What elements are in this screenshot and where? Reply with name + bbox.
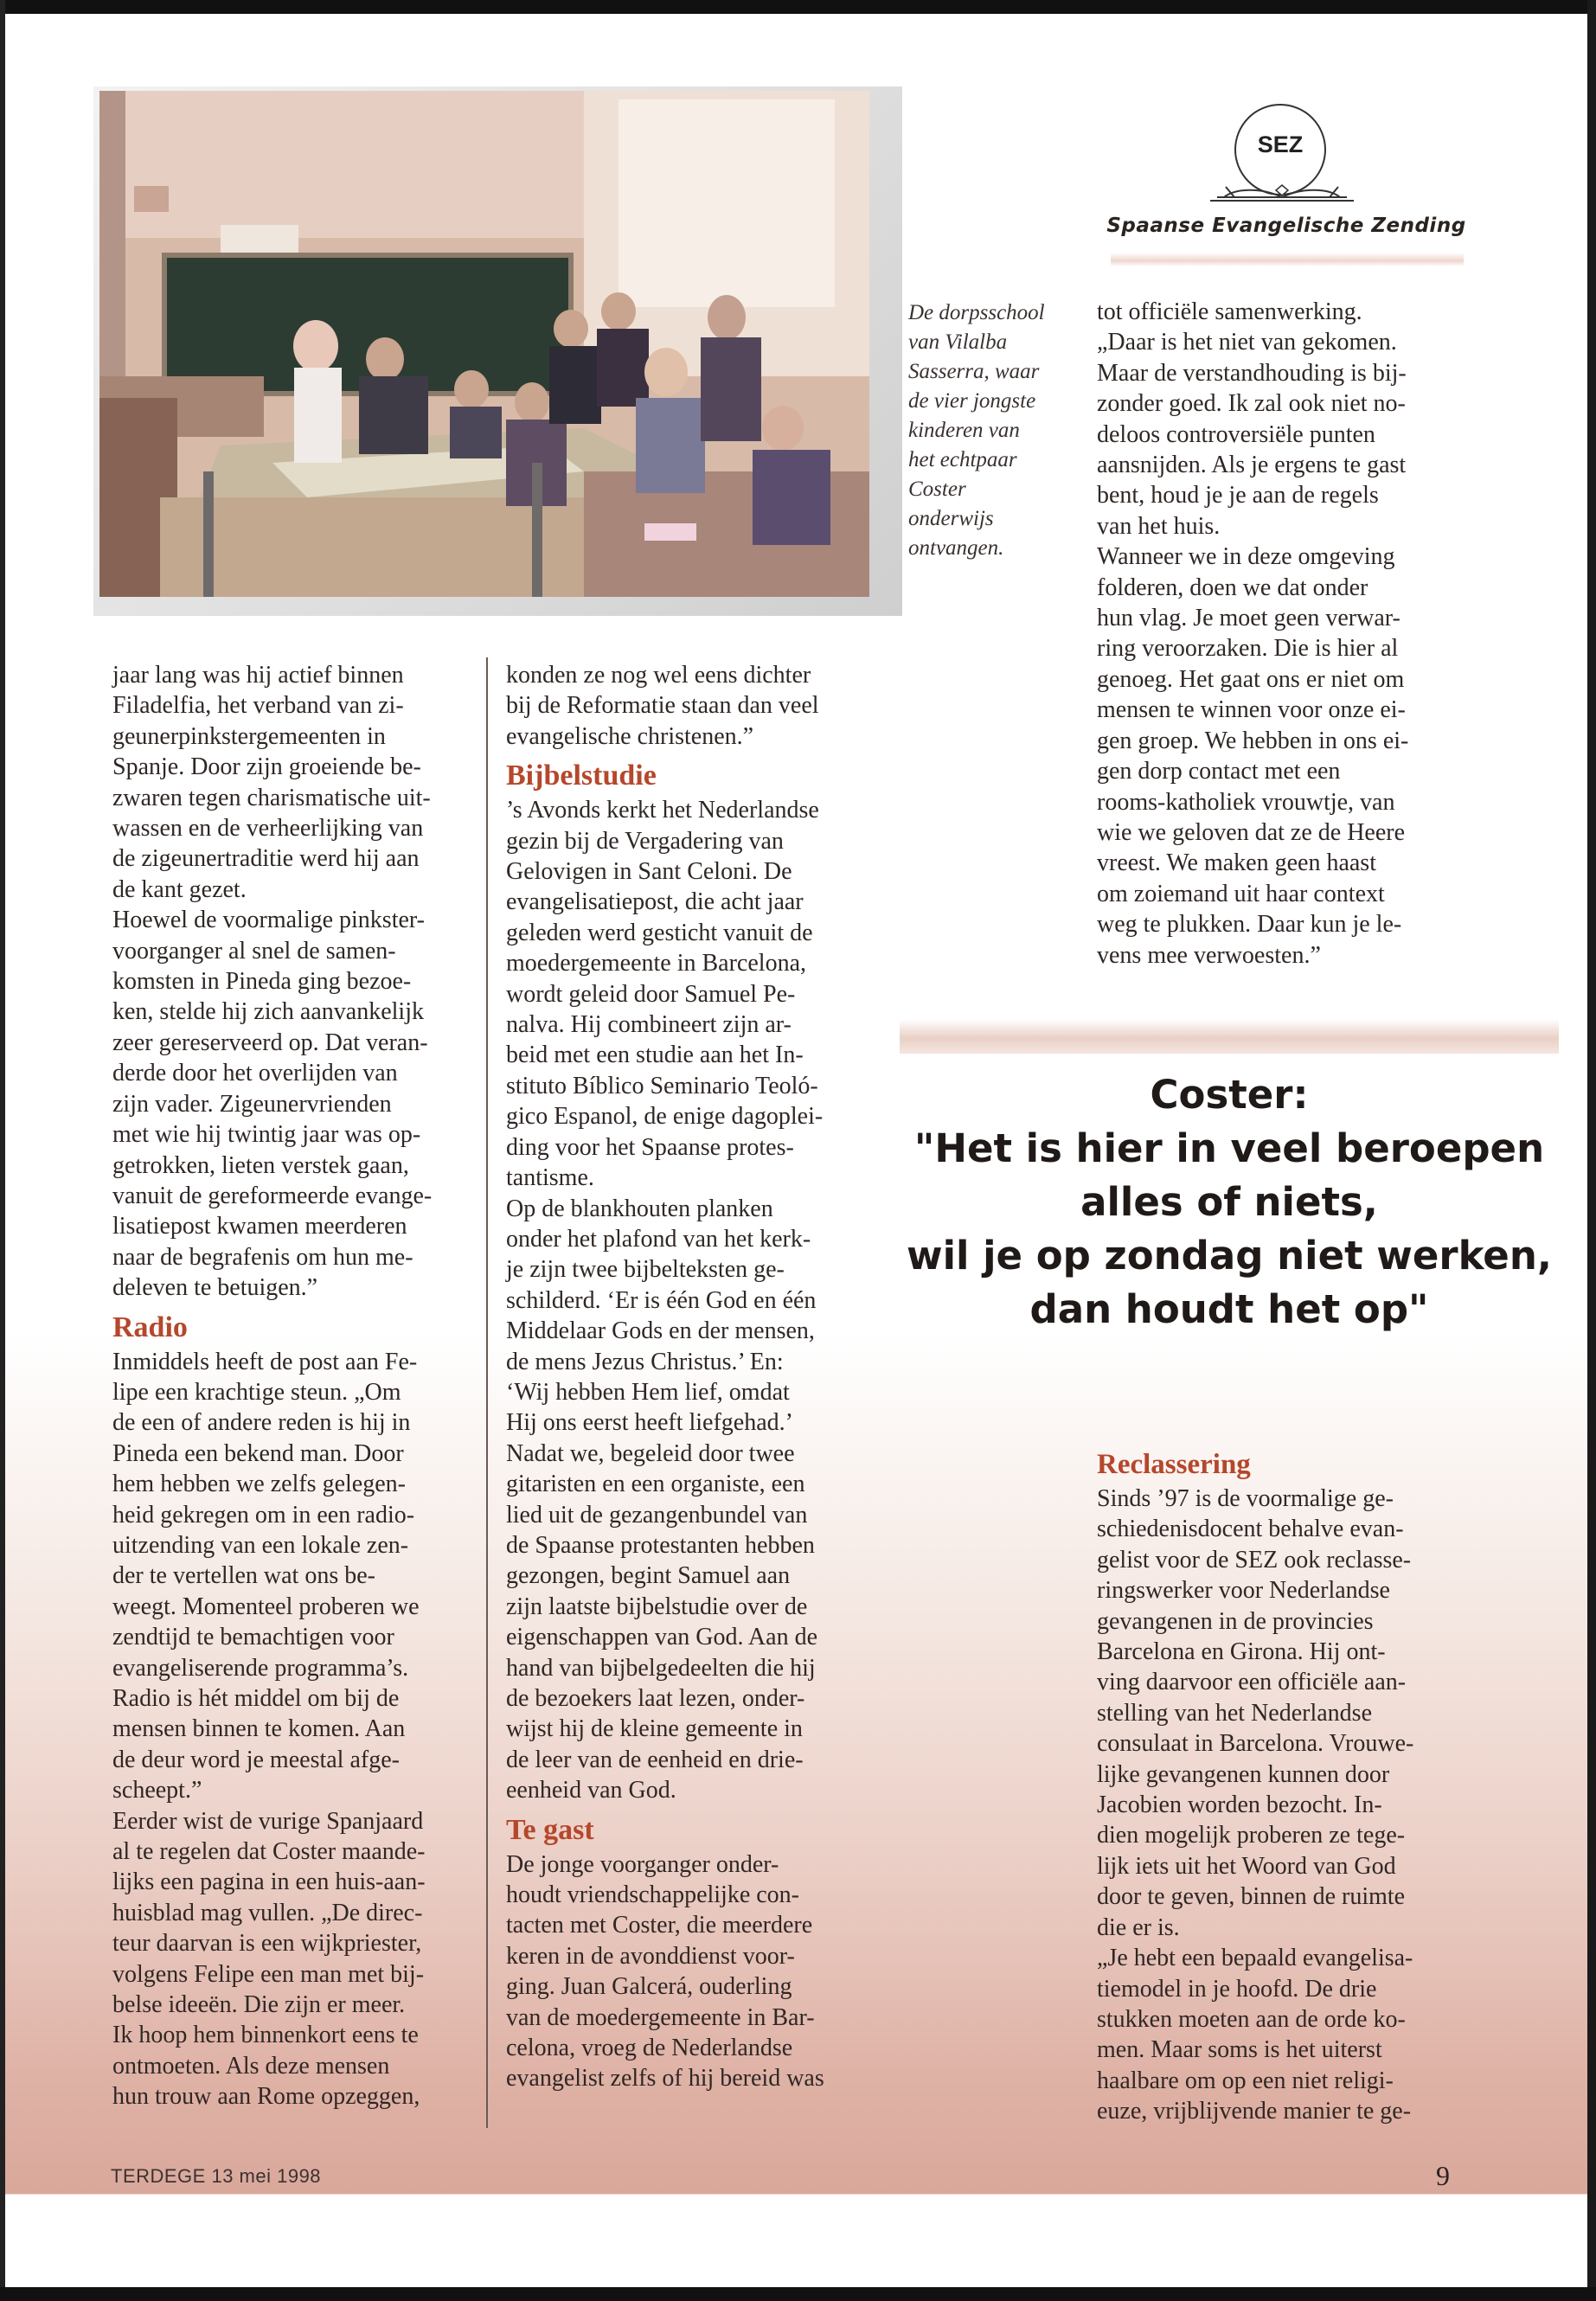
text-line: Jacobien worden bezocht. In-: [1097, 1791, 1382, 1819]
column-b: [506, 660, 878, 2094]
text-line: voorganger al snel de samen-: [112, 937, 396, 965]
scan-border-right: [1587, 0, 1596, 2301]
publication-footer: TERDEGE 13 mei 1998: [111, 2165, 322, 2187]
scan-border-top: [0, 0, 1596, 14]
text-line: Sinds ’97 is de voormalige ge-: [1097, 1485, 1394, 1512]
pullquote-line: alles of niets,: [1080, 1179, 1378, 1225]
text-line: lisatiepost kwamen meerderen: [112, 1213, 407, 1240]
section-heading-reclassering: Reclassering: [1097, 1449, 1251, 1480]
text-line: ring veroorzaken. Die is hier al: [1097, 635, 1399, 663]
text-line: deleven te betuigen.”: [112, 1274, 318, 1302]
text-line: Nadat we, begeleid door twee: [506, 1439, 795, 1467]
text-line: Op de blankhouten planken: [506, 1195, 773, 1222]
text-line: scheept.”: [112, 1777, 202, 1804]
text-line: ving daarvoor een officiële aan-: [1097, 1669, 1407, 1696]
text-line: de leer van de eenheid en drie-: [506, 1746, 804, 1773]
text-line: genoeg. Het gaat ons er niet om: [1097, 665, 1405, 693]
text-line: lipe een krachtige steun. „Om: [112, 1378, 401, 1406]
text-line: De jonge voorganger onder-: [506, 1850, 779, 1878]
text-line: zeer gereserveerd op. Dat veran-: [112, 1029, 428, 1056]
text-line: wordt geleid door Samuel Pe-: [506, 980, 796, 1008]
text-line: wie we geloven dat ze de Heere: [1097, 818, 1406, 846]
text-line: hun trouw aan Rome opzeggen,: [112, 2083, 420, 2111]
text-line: naar de begrafenis om hun me-: [112, 1243, 413, 1271]
pullquote-bar: [900, 1019, 1559, 1054]
section-heading-radio: Radio: [112, 1311, 188, 1343]
column-divider: [486, 657, 488, 2128]
text-line: „Je hebt een bepaald evangelisa-: [1097, 1945, 1413, 1972]
logo-rule: [1111, 253, 1464, 266]
caption-line: De dorpsschool: [908, 301, 1045, 324]
text-line: evangelist zelfs of hij bereid was: [506, 2065, 824, 2093]
text-line: ken, stelde hij zich aanvankelijk: [112, 998, 424, 1026]
text-line: hun vlag. Je moet geen verwar-: [1097, 605, 1401, 632]
text-line: dien mogelijk proberen ze tege-: [1097, 1822, 1406, 1849]
text-line: bij de Reformatie staan dan veel: [506, 692, 819, 720]
text-line: konden ze nog wel eens dichter: [506, 662, 811, 689]
text-line: zwaren tegen charismatische uit-: [112, 784, 431, 811]
text-line: hand van bijbelgedeelten die hij: [506, 1654, 816, 1682]
scan-border-left: [0, 0, 5, 2301]
text-line: Eerder wist de vurige Spanjaard: [112, 1807, 424, 1835]
classroom-photo: [99, 91, 869, 597]
text-line: „Daar is het niet van gekomen.: [1097, 329, 1397, 356]
text-line: Filadelfia, het verband van zi-: [112, 692, 404, 720]
paragraph: [506, 1849, 878, 2094]
text-line: heid gekregen om in een radio-: [112, 1501, 415, 1529]
text-line: tacten met Coster, die meerdere: [506, 1912, 813, 1939]
text-line: Middelaar Gods en der mensen,: [506, 1317, 815, 1345]
text-line: lijks een pagina in een huis-aan-: [112, 1868, 426, 1896]
text-line: de zigeunertraditie werd hij aan: [112, 845, 420, 873]
text-line: belse ideeën. Die zijn er meer.: [112, 1991, 406, 2019]
text-line: gen groep. We hebben in ons ei-: [1097, 727, 1409, 754]
text-line: volgens Felipe een man met bij-: [112, 1960, 425, 1988]
text-line: Gelovigen in Sant Celoni. De: [506, 858, 792, 886]
column-d: [1097, 1440, 1469, 2127]
text-line: huisblad mag vullen. „De direc-: [112, 1899, 423, 1926]
text-line: hem hebben we zelfs gelegen-: [112, 1471, 406, 1498]
text-line: van het huis.: [1097, 512, 1221, 540]
text-line: de een of andere reden is hij in: [112, 1409, 411, 1437]
text-line: consulaat in Barcelona. Vrouwe-: [1097, 1730, 1414, 1758]
text-line: schilderd. ‘Er is één God en één: [506, 1286, 817, 1314]
text-line: de bezoekers laat lezen, onder-: [506, 1685, 805, 1712]
text-line: mensen te winnen voor onze ei-: [1097, 696, 1406, 724]
text-line: wassen en de verheerlijking van: [112, 815, 424, 843]
text-line: van de moedergemeente in Bar-: [506, 2003, 815, 2031]
paragraph: [1097, 297, 1469, 542]
text-line: Maar de verstandhouding is bij-: [1097, 359, 1407, 387]
text-line: celona, vroeg de Nederlandse: [506, 2035, 793, 2062]
caption-line: het echtpaar: [908, 448, 1017, 471]
text-line: eigenschappen van God. Aan de: [506, 1624, 817, 1651]
text-line: weegt. Momenteel proberen we: [112, 1593, 420, 1620]
caption-line: Sasserra, waar: [908, 360, 1040, 383]
text-line: geleden werd gesticht vanuit de: [506, 919, 813, 946]
text-line: derde door het overlijden van: [112, 1060, 398, 1087]
text-line: beid met een studie aan het In-: [506, 1042, 804, 1069]
text-line: stituto Bíblico Seminario Teoló-: [506, 1072, 818, 1099]
page-number: 9: [1436, 2160, 1450, 2191]
text-line: uitzending van een lokale zen-: [112, 1531, 409, 1559]
paragraph: [1097, 542, 1469, 971]
pullquote-line: "Het is hier in veel beroepen: [913, 1125, 1545, 1171]
text-line: haalbare om op een niet religi-: [1097, 2067, 1394, 2094]
text-line: wijst hij de kleine gemeente in: [506, 1715, 803, 1743]
text-line: evangeliserende programma’s.: [112, 1654, 409, 1682]
text-line: zonder goed. Ik zal ook niet no-: [1097, 390, 1406, 418]
photo-caption: [908, 298, 1094, 563]
text-line: die er is.: [1097, 1913, 1180, 1941]
paragraph: [1097, 1943, 1469, 2126]
paragraph: [506, 795, 878, 1193]
text-line: de kant gezet.: [112, 875, 247, 903]
paragraph: [112, 660, 476, 905]
pullquote-line: Coster:: [1150, 1072, 1309, 1118]
text-line: zendtijd te bemachtigen voor: [112, 1624, 394, 1651]
open-book-icon: [1208, 163, 1356, 204]
text-line: euze, vrijblijvende manier te ge-: [1097, 2098, 1412, 2125]
text-line: lijke gevangenen kunnen door: [1097, 1760, 1390, 1788]
text-line: tot officiële samenwerking.: [1097, 298, 1362, 325]
text-line: gico Espanol, de enige dagoplei-: [506, 1103, 824, 1131]
text-line: schiedenisdocent behalve evan-: [1097, 1516, 1404, 1543]
paragraph: [112, 1806, 476, 2112]
paragraph: [112, 905, 476, 1303]
text-line: evangelische christenen.”: [506, 722, 754, 750]
text-line: weg te plukken. Daar kun je le-: [1097, 911, 1402, 939]
text-line: Hoewel de voormalige pinkster-: [112, 907, 425, 934]
text-line: jaar lang was hij actief binnen: [112, 662, 404, 689]
caption-line: van Vilalba: [908, 330, 1008, 354]
text-line: ringswerker voor Nederlandse: [1097, 1577, 1390, 1605]
text-line: vens mee verwoesten.”: [1097, 941, 1321, 969]
pull-quote: [900, 1068, 1559, 1336]
caption-line: de vier jongste: [908, 389, 1036, 413]
scan-border-bottom: [0, 2287, 1596, 2301]
text-line: rooms-katholiek vrouwtje, van: [1097, 788, 1395, 816]
logo-abbreviation: SEZ: [1257, 131, 1304, 157]
text-line: al te regelen dat Coster maande-: [112, 1838, 426, 1866]
text-line: nalva. Hij combineert zijn ar-: [506, 1011, 792, 1039]
sez-logo: [1092, 104, 1481, 285]
text-line: evangelisatiepost, die acht jaar: [506, 888, 804, 916]
text-line: teur daarvan is een wijkpriester,: [112, 1930, 422, 1958]
caption-line: ontvangen.: [908, 536, 1004, 560]
text-line: de deur word je meestal afge-: [112, 1746, 400, 1773]
text-line: tantisme.: [506, 1164, 594, 1192]
text-line: komsten in Pineda ging bezoe-: [112, 968, 412, 996]
text-line: met wie hij twintig jaar was op-: [112, 1121, 421, 1149]
paragraph: [1097, 1484, 1469, 1943]
text-line: Ik hoop hem binnenkort eens te: [112, 2022, 419, 2049]
text-line: der te vertellen wat ons be-: [112, 1562, 375, 1590]
text-line: getrokken, lieten verstek gaan,: [112, 1151, 409, 1179]
text-line: gezongen, begint Samuel aan: [506, 1562, 791, 1590]
paragraph: [112, 1347, 476, 1806]
column-a: [112, 660, 476, 2112]
text-line: aansnijden. Als je ergens te gast: [1097, 452, 1407, 479]
text-line: bent, houd je je aan de regels: [1097, 482, 1379, 510]
text-line: gitaristen en een organiste, een: [506, 1471, 805, 1498]
text-line: Wanneer we in deze omgeving: [1097, 543, 1395, 571]
text-line: houdt vriendschappelijke con-: [506, 1881, 800, 1909]
text-line: gelist voor de SEZ ook reclasse-: [1097, 1546, 1412, 1574]
text-line: vreest. We maken geen haast: [1097, 849, 1376, 877]
text-line: lied uit de gezangenbundel van: [506, 1501, 808, 1529]
text-line: mensen binnen te komen. Aan: [112, 1715, 406, 1743]
text-line: deloos controversiële punten: [1097, 420, 1375, 448]
text-line: Radio is hét middel om bij de: [112, 1685, 400, 1712]
text-line: zijn vader. Zigeunervrienden: [112, 1090, 392, 1118]
text-line: men. Maar soms is het uiterst: [1097, 2036, 1382, 2064]
text-line: tiemodel in je hoofd. De drie: [1097, 1975, 1377, 2003]
text-line: ‘Wij hebben Hem lief, omdat: [506, 1378, 790, 1406]
section-heading-bijbelstudie: Bijbelstudie: [506, 760, 657, 792]
text-line: folderen, doen we dat onder: [1097, 574, 1368, 601]
text-line: de Spaanse protestanten hebben: [506, 1531, 815, 1559]
paragraph: [506, 1194, 878, 1806]
text-line: gezin bij de Vergadering van: [506, 827, 784, 855]
logo-name: Spaanse Evangelische Zending: [1106, 215, 1466, 237]
text-line: ontmoeten. Als deze mensen: [112, 2052, 390, 2080]
text-line: vanuit de gereformeerde evange-: [112, 1182, 433, 1209]
paragraph: [506, 660, 878, 752]
text-line: Spanje. Door zijn groeiende be-: [112, 753, 421, 781]
text-line: eenheid van God.: [506, 1777, 676, 1804]
text-line: ding voor het Spaanse protes-: [506, 1133, 794, 1161]
text-line: je zijn twee bijbelteksten ge-: [506, 1256, 785, 1284]
pullquote-line: wil je op zondag niet werken,: [907, 1233, 1552, 1279]
section-heading-te-gast: Te gast: [506, 1813, 594, 1846]
text-line: Pineda een bekend man. Door: [112, 1439, 404, 1467]
caption-line: onderwijs: [908, 507, 994, 530]
text-line: om zoiemand uit haar context: [1097, 880, 1385, 907]
text-line: door te geven, binnen de ruimte: [1097, 1883, 1406, 1911]
text-line: keren in de avonddienst voor-: [506, 1942, 795, 1970]
text-line: ’s Avonds kerkt het Nederlandse: [506, 797, 819, 824]
text-line: moedergemeente in Barcelona,: [506, 950, 806, 977]
text-line: gen dorp contact met een: [1097, 758, 1341, 785]
text-line: ging. Juan Galcerá, ouderling: [506, 1973, 792, 2001]
text-line: gevangenen in de provincies: [1097, 1607, 1374, 1635]
text-line: geunerpinkstergemeenten in: [112, 722, 386, 750]
text-line: stelling van het Nederlandse: [1097, 1699, 1373, 1727]
column-c: [1097, 297, 1469, 971]
text-line: onder het plafond van het kerk-: [506, 1225, 811, 1253]
text-line: Barcelona en Girona. Hij ont-: [1097, 1638, 1386, 1666]
text-line: Hij ons eerst heeft liefgehad.’: [506, 1409, 793, 1437]
caption-line: kinderen van: [908, 419, 1020, 442]
text-line: de mens Jezus Christus.’ En:: [506, 1348, 784, 1375]
text-line: zijn laatste bijbelstudie over de: [506, 1593, 808, 1620]
caption-line: Coster: [908, 478, 966, 501]
text-line: stukken moeten aan de orde ko-: [1097, 2005, 1406, 2033]
text-line: Inmiddels heeft de post aan Fe-: [112, 1348, 418, 1375]
text-line: lijk iets uit het Woord van God: [1097, 1852, 1396, 1880]
pullquote-line: dan houdt het op": [1029, 1286, 1429, 1332]
